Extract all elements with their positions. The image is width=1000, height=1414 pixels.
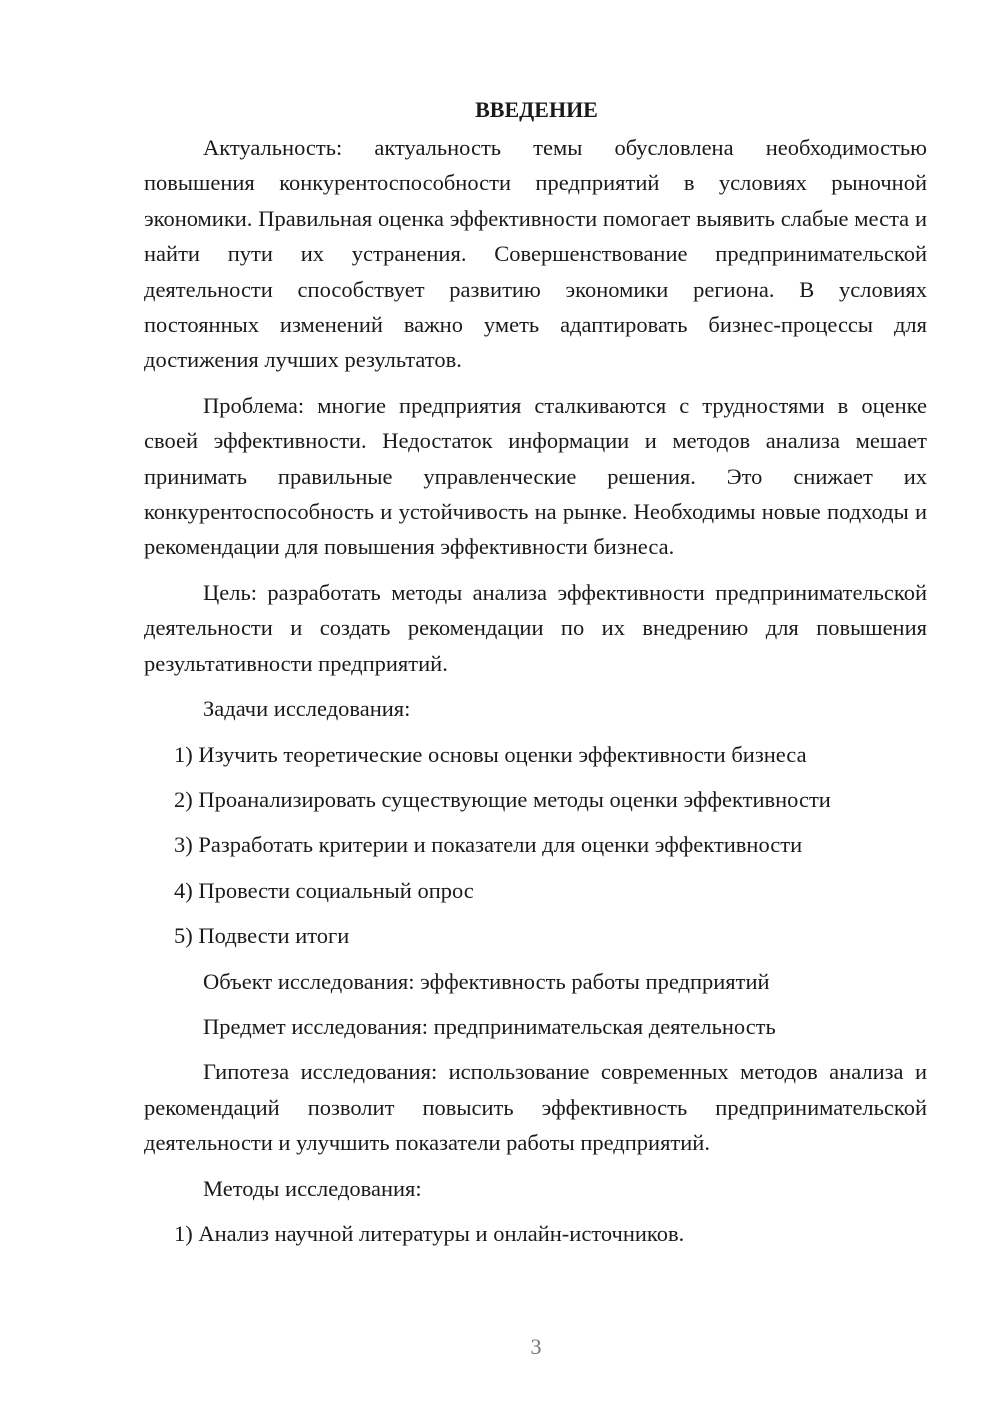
method-item: 1) Анализ научной литературы и онлайн-источников.: [174, 1220, 685, 1246]
hypothesis-paragraph: Гипотеза исследования: использование современных методов анализа и рекомендаций позволит повысить эффективность предпринимательской деятельности и улучшить показатели работы предприятий.: [144, 1059, 927, 1156]
task-item: 5) Подвести итоги: [174, 923, 350, 949]
research-subject: Предмет исследования: предпринимательская деятельность: [203, 1013, 776, 1039]
methods-heading: Методы исследования:: [203, 1175, 422, 1201]
problem-paragraph: Проблема: многие предприятия сталкиваются с трудностями в оценке своей эффективности. Недостаток информации и методов анализа мешает принимать правильные управленческие решения. Это снижает их конкурентоспособность и устойчивость на рынке. Необходимы новые подходы и рекомендации для повышения эффективности бизнеса.: [144, 392, 927, 560]
tasks-list: [144, 737, 927, 954]
relevance-paragraph: Актуальность: актуальность темы обусловлена необходимостью повышения конкурентоспособности предприятий в условиях рыночной экономики. Правильная оценка эффективности помогает выявить слабые места и найти пути их устранения. Совершенствование предпринимательской деятельности способствует развитию экономики региона. В условиях постоянных изменений важно уметь адаптировать бизнес-процессы для достижения лучших результатов.: [144, 135, 927, 373]
task-item: 3) Разработать критерии и показатели для оценки эффективности: [174, 832, 803, 858]
task-item: 4) Провести социальный опрос: [174, 877, 474, 903]
research-object: Объект исследования: эффективность работы предприятий: [203, 968, 770, 994]
goal-paragraph: Цель: разработать методы анализа эффективности предпринимательской деятельности и создать рекомендации по их внедрению для повышения результативности предприятий.: [144, 579, 927, 676]
tasks-heading: Задачи исследования:: [203, 696, 411, 722]
page-number: 3: [530, 1334, 542, 1359]
task-item: 1) Изучить теоретические основы оценки эффективности бизнеса: [174, 741, 807, 767]
methods-list: [144, 1216, 927, 1251]
task-item: 2) Проанализировать существующие методы оценки эффективности: [174, 786, 831, 812]
document-page: [144, 92, 927, 1261]
section-title: ВВЕДЕНИЕ: [475, 97, 598, 122]
